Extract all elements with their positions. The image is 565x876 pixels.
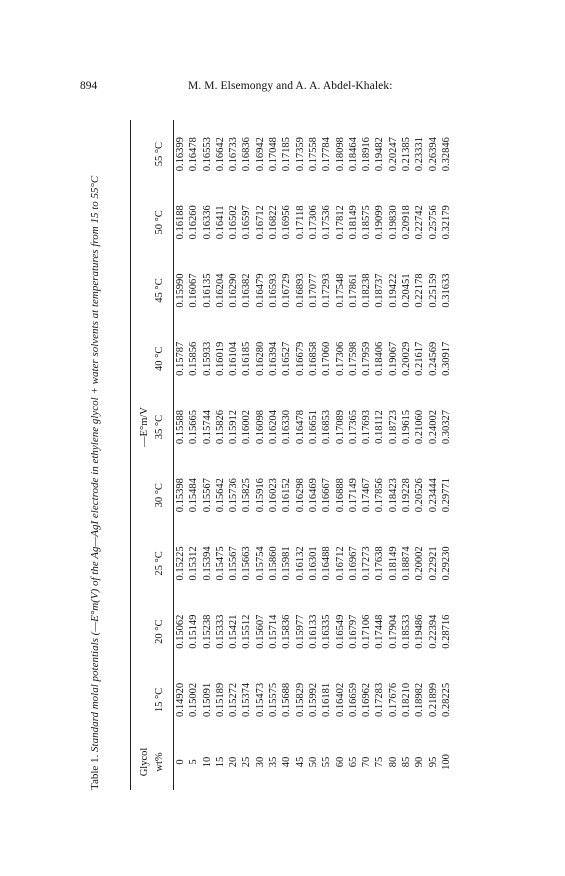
- potential-cell: 0.15512: [241, 614, 253, 649]
- glycol-wt-cell: 15: [214, 756, 226, 768]
- glycol-wt-cell: 40: [281, 756, 293, 768]
- rotated-table-block: [60, 110, 510, 800]
- potential-cell: 0.20451: [401, 273, 413, 308]
- potential-cell: 0.16893: [294, 273, 306, 308]
- table-row: [334, 120, 347, 790]
- potential-cell: 0.15002: [188, 682, 200, 717]
- potential-cell: 0.16527: [281, 341, 293, 376]
- potential-cell: 0.16822: [268, 205, 280, 240]
- potential-cell: 0.15688: [281, 682, 293, 717]
- potential-cell: 0.15977: [294, 614, 306, 649]
- potential-cell: 0.22178: [414, 273, 426, 308]
- potential-cell: 0.16133: [307, 614, 319, 649]
- table-row: [227, 120, 240, 790]
- potential-cell: 0.18238: [361, 273, 373, 308]
- page-number: 894: [80, 80, 98, 92]
- table-row: [201, 120, 214, 790]
- potential-cell: 0.16836: [241, 137, 253, 172]
- potential-cell: 0.15607: [254, 614, 266, 649]
- potential-cell: 0.17856: [374, 478, 386, 513]
- potential-cell: 0.15575: [268, 682, 280, 717]
- potential-cell: 0.16488: [321, 546, 333, 581]
- glycol-wt-cell: 45: [294, 756, 306, 768]
- glycol-wt-cell: 65: [347, 756, 359, 768]
- potential-cell: 0.19067: [387, 341, 399, 376]
- potential-cell: 0.15825: [241, 478, 253, 513]
- potential-cell: 0.16642: [214, 137, 226, 172]
- glycol-wt-cell: 10: [201, 756, 213, 768]
- glycol-wt-cell: 90: [414, 756, 426, 768]
- potential-cell: 0.20247: [387, 137, 399, 172]
- potential-cell: 0.17273: [361, 546, 373, 581]
- potential-cell: 0.16469: [307, 478, 319, 513]
- table-row: [360, 120, 373, 790]
- potential-cell: 0.16797: [347, 614, 359, 649]
- potential-cell: 0.18149: [347, 205, 359, 240]
- potential-cell: 0.17598: [347, 341, 359, 376]
- potential-cell: 0.16549: [334, 614, 346, 649]
- potential-cell: 0.32179: [440, 205, 452, 240]
- potential-cell: 0.17904: [387, 614, 399, 649]
- potential-cell: 0.15484: [188, 478, 200, 513]
- potential-cell: 0.19486: [414, 614, 426, 649]
- potential-cell: 0.17077: [307, 273, 319, 308]
- potential-cell: 0.24002: [427, 409, 439, 445]
- potential-cell: 0.16679: [294, 341, 306, 376]
- table-row: [413, 120, 426, 790]
- potential-cell: 0.16394: [268, 341, 280, 376]
- glycol-wt-cell: 95: [427, 756, 439, 768]
- potential-cell: 0.17676: [387, 682, 399, 717]
- potential-cell: 0.19099: [374, 205, 386, 240]
- potential-cell: 0.32846: [440, 137, 452, 172]
- potential-cell: 0.15992: [307, 682, 319, 717]
- potential-cell: 0.16188: [175, 205, 186, 240]
- potential-cell: 0.16962: [361, 682, 373, 717]
- potential-cell: 0.24569: [427, 341, 439, 376]
- potential-cell: 0.17149: [347, 478, 359, 513]
- potential-cell: 0.15091: [201, 682, 213, 717]
- potential-cell: 0.18982: [414, 682, 426, 717]
- potential-cell: 0.31633: [440, 273, 452, 308]
- potential-cell: 0.18210: [401, 682, 413, 717]
- potential-cell: 0.20002: [414, 546, 426, 581]
- potential-cell: 0.17306: [334, 341, 346, 376]
- table-row: [294, 120, 307, 790]
- glycol-wt-cell: 55: [321, 756, 333, 768]
- table-row: [214, 120, 227, 790]
- glycol-wt-cell: 30: [254, 756, 266, 768]
- potential-cell: 0.18464: [347, 137, 359, 172]
- potential-cell: 0.20918: [401, 205, 413, 240]
- column-header: 55 °C: [154, 141, 166, 167]
- column-header: 25 °C: [154, 551, 166, 576]
- potential-cell: 0.15149: [188, 614, 200, 649]
- column-header: 20 °C: [154, 619, 166, 644]
- potential-cell: 0.29771: [440, 478, 452, 513]
- potential-cell: 0.16667: [321, 478, 333, 513]
- potential-cell: 0.18533: [401, 614, 413, 649]
- potential-cell: 0.16502: [228, 205, 240, 240]
- column-header: 35 °C: [154, 414, 166, 440]
- potential-cell: 0.15829: [294, 682, 306, 717]
- glycol-wt-cell: 50: [307, 756, 319, 768]
- potential-cell: 0.25756: [427, 205, 439, 240]
- table-row: [267, 120, 280, 790]
- glycol-wt-cell: 25: [241, 756, 253, 768]
- potential-cell: 0.16478: [294, 409, 306, 445]
- potential-cell: 0.19830: [387, 205, 399, 240]
- potential-cell: 0.16858: [307, 341, 319, 376]
- potential-cell: 0.16098: [254, 409, 266, 445]
- potential-cell: 0.17106: [361, 614, 373, 649]
- potential-cell: 0.15374: [241, 682, 253, 717]
- potential-cell: 0.16479: [254, 273, 266, 308]
- table-caption: [86, 140, 104, 790]
- potential-cell: 0.16853: [321, 409, 333, 445]
- potential-cell: 0.18874: [401, 546, 413, 581]
- column-header: 30 °C: [154, 483, 166, 508]
- potential-cell: 0.15642: [214, 478, 226, 513]
- potential-cell: 0.17467: [361, 478, 373, 513]
- potential-cell: 0.15567: [201, 478, 213, 513]
- potential-cell: 0.16002: [241, 409, 253, 445]
- potential-cell: 0.17693: [361, 409, 373, 445]
- potential-cell: 0.16382: [241, 273, 253, 308]
- potential-cell: 0.30327: [440, 409, 452, 445]
- potential-cell: 0.16204: [268, 409, 280, 445]
- potential-cell: 0.15189: [214, 682, 226, 717]
- potential-cell: 0.16593: [268, 273, 280, 308]
- potential-cell: 0.17638: [374, 546, 386, 581]
- table-row: [440, 120, 453, 790]
- potential-cell: 0.16132: [294, 546, 306, 581]
- glycol-wt-cell: 35: [268, 756, 280, 768]
- potential-cell: 0.16659: [347, 682, 359, 717]
- potential-cell: 0.15238: [201, 614, 213, 649]
- potential-cell: 0.16104: [228, 341, 240, 376]
- potential-cell: 0.15860: [268, 546, 280, 581]
- potential-cell: 0.16478: [188, 137, 200, 172]
- potential-cell: 0.15475: [214, 546, 226, 581]
- potential-cell: 0.26394: [427, 137, 439, 172]
- potential-cell: 0.16733: [228, 137, 240, 172]
- potential-cell: 0.18916: [361, 137, 373, 172]
- potential-cell: 0.20029: [401, 341, 413, 376]
- potential-cell: 0.16597: [241, 205, 253, 240]
- potential-cell: 0.14920: [175, 682, 186, 717]
- potential-cell: 0.18149: [387, 546, 399, 581]
- potential-cell: 0.17812: [334, 205, 346, 240]
- potential-cell: 0.15062: [175, 614, 186, 649]
- potential-cell: 0.21385: [401, 137, 413, 172]
- page-header: [70, 72, 510, 92]
- potential-cell: 0.22921: [427, 546, 439, 581]
- column-header: 40 °C: [154, 346, 166, 371]
- table-body: [174, 120, 454, 790]
- potential-cell: 0.15744: [201, 409, 213, 445]
- table-row: [174, 120, 188, 790]
- potential-cell: 0.18423: [387, 478, 399, 513]
- potential-cell: 0.16135: [201, 273, 213, 308]
- table-row: [427, 120, 440, 790]
- glycol-wt-cell: 100: [440, 754, 452, 770]
- potential-cell: 0.16181: [321, 682, 333, 717]
- potential-cell: 0.16330: [281, 409, 293, 445]
- potential-cell: 0.16967: [347, 546, 359, 581]
- potential-cell: 0.16152: [281, 478, 293, 513]
- potential-cell: 0.15473: [254, 682, 266, 717]
- potential-cell: 0.22394: [427, 614, 439, 649]
- potential-cell: 0.17784: [321, 137, 333, 172]
- potential-cell: 0.21899: [427, 682, 439, 717]
- potential-cell: 0.17060: [321, 341, 333, 376]
- potential-cell: 0.16023: [268, 478, 280, 513]
- potential-cell: 0.15398: [175, 478, 186, 513]
- potential-cell: 0.16204: [214, 273, 226, 308]
- potential-cell: 0.29230: [440, 546, 452, 581]
- potential-cell: 0.16956: [281, 205, 293, 240]
- potential-cell: 0.15394: [201, 546, 213, 581]
- potential-cell: 0.15567: [228, 546, 240, 581]
- potential-cell: 0.15272: [228, 682, 240, 717]
- potential-cell: 0.23331: [414, 137, 426, 172]
- spanning-header: —E°m/V: [138, 407, 150, 447]
- table-row: [373, 120, 386, 790]
- table-row: [320, 120, 333, 790]
- potential-cell: 0.17548: [334, 273, 346, 308]
- potential-cell: 0.15714: [268, 614, 280, 649]
- potential-cell: 0.30917: [440, 341, 452, 376]
- potential-cell: 0.17558: [307, 137, 319, 172]
- glycol-wt-cell: 80: [387, 756, 399, 768]
- potential-cell: 0.22742: [414, 205, 426, 240]
- glycol-header-line1: Glycol: [138, 747, 150, 777]
- potential-cell: 0.17861: [347, 273, 359, 308]
- potential-cell: 0.17536: [321, 205, 333, 240]
- table-row: [240, 120, 253, 790]
- potential-cell: 0.19228: [401, 478, 413, 513]
- potential-cell: 0.16888: [334, 478, 346, 513]
- potential-cell: 0.17283: [374, 682, 386, 717]
- potential-cell: 0.17089: [334, 409, 346, 445]
- potential-cell: 0.15990: [175, 273, 186, 308]
- potential-cell: 0.15912: [228, 409, 240, 445]
- glycol-header-line2: wt%: [154, 752, 166, 772]
- glycol-wt-cell: 5: [188, 759, 200, 765]
- potential-cell: 0.15787: [175, 341, 186, 376]
- potential-cell: 0.23444: [427, 478, 439, 513]
- potential-cell: 0.15736: [228, 478, 240, 513]
- potential-cell: 0.16651: [307, 409, 319, 445]
- table-row: [254, 120, 267, 790]
- potential-cell: 0.15916: [254, 478, 266, 513]
- table-row: [400, 120, 413, 790]
- potential-cell: 0.17048: [268, 137, 280, 172]
- potential-cell: 0.18723: [387, 409, 399, 445]
- table-area: [130, 120, 453, 790]
- glycol-wt-cell: 60: [334, 756, 346, 768]
- potential-cell: 0.16260: [188, 205, 200, 240]
- potential-cell: 0.15421: [228, 614, 240, 649]
- potential-cell: 0.15333: [214, 614, 226, 649]
- table-row: [307, 120, 320, 790]
- potential-cell: 0.15836: [281, 614, 293, 649]
- potential-cell: 0.16942: [254, 137, 266, 172]
- glycol-wt-cell: 85: [401, 756, 413, 768]
- potential-cell: 0.15826: [214, 409, 226, 445]
- potential-cell: 0.16185: [241, 341, 253, 376]
- potential-cell: 0.18406: [374, 341, 386, 376]
- potential-cell: 0.17365: [347, 409, 359, 445]
- potential-cell: 0.17306: [307, 205, 319, 240]
- potential-cell: 0.28716: [440, 614, 452, 649]
- column-header: 15 °C: [154, 687, 166, 713]
- potential-cell: 0.21060: [414, 409, 426, 445]
- potential-cell: 0.18737: [374, 273, 386, 308]
- potential-cell: 0.17959: [361, 341, 373, 376]
- potential-cell: 0.16411: [214, 205, 226, 240]
- potential-cell: 0.16290: [228, 273, 240, 308]
- potential-cell: 0.15225: [175, 546, 186, 581]
- potential-cell: 0.16335: [321, 614, 333, 649]
- potential-cell: 0.25159: [427, 273, 439, 308]
- potential-cell: 0.18112: [374, 410, 386, 444]
- potential-cell: 0.16019: [214, 341, 226, 376]
- potential-cell: 0.17118: [294, 205, 306, 240]
- potential-cell: 0.16553: [201, 137, 213, 172]
- potential-cell: 0.15981: [281, 546, 293, 581]
- potential-cell: 0.15933: [201, 341, 213, 376]
- potential-cell: 0.17359: [294, 137, 306, 172]
- potential-cell: 0.15856: [188, 341, 200, 376]
- potential-cell: 0.15663: [241, 546, 253, 581]
- potential-cell: 0.28225: [440, 682, 452, 717]
- glycol-wt-cell: 20: [228, 756, 240, 768]
- table-caption-lead: Table 1.: [89, 751, 101, 790]
- potential-cell: 0.19615: [401, 409, 413, 445]
- potentials-table: [131, 120, 453, 790]
- potential-cell: 0.16298: [294, 478, 306, 513]
- potential-cell: 0.15588: [175, 409, 186, 445]
- column-header: 45 °C: [154, 278, 166, 303]
- potential-cell: 0.17448: [374, 614, 386, 649]
- potential-cell: 0.20526: [414, 478, 426, 513]
- potential-cell: 0.16280: [254, 341, 266, 376]
- potential-cell: 0.21617: [414, 341, 426, 376]
- potential-cell: 0.18098: [334, 137, 346, 172]
- potential-cell: 0.16402: [334, 682, 346, 717]
- potential-cell: 0.16067: [188, 273, 200, 308]
- glycol-wt-cell: 0: [175, 759, 186, 765]
- table-row: [187, 120, 200, 790]
- potential-cell: 0.16712: [254, 205, 266, 240]
- potential-cell: 0.16729: [281, 273, 293, 308]
- potential-cell: 0.15665: [188, 409, 200, 445]
- table-row: [347, 120, 360, 790]
- running-head: M. M. Elsemongy and A. A. Abdel-Khalek:: [188, 80, 393, 92]
- potential-cell: 0.17293: [321, 273, 333, 308]
- potential-cell: 0.16399: [175, 137, 186, 172]
- column-header: 50 °C: [154, 210, 166, 235]
- potential-cell: 0.18575: [361, 205, 373, 240]
- potential-cell: 0.16712: [334, 546, 346, 581]
- table-row: [387, 120, 400, 790]
- glycol-wt-cell: 70: [361, 756, 373, 768]
- potential-cell: 0.19482: [374, 137, 386, 172]
- potential-cell: 0.16301: [307, 546, 319, 581]
- potential-cell: 0.17185: [281, 137, 293, 172]
- potential-cell: 0.15312: [188, 546, 200, 581]
- table-row: [280, 120, 293, 790]
- table-caption-text: Standard molal potentials (—E°m(V) of the Ag—AgI electrode in ethylene glycol + water solvents at temperatures from 15 to 55°C: [89, 175, 101, 752]
- potential-cell: 0.16336: [201, 205, 213, 240]
- potential-cell: 0.19422: [387, 273, 399, 308]
- potential-cell: 0.15754: [254, 546, 266, 581]
- glycol-wt-cell: 75: [374, 756, 386, 768]
